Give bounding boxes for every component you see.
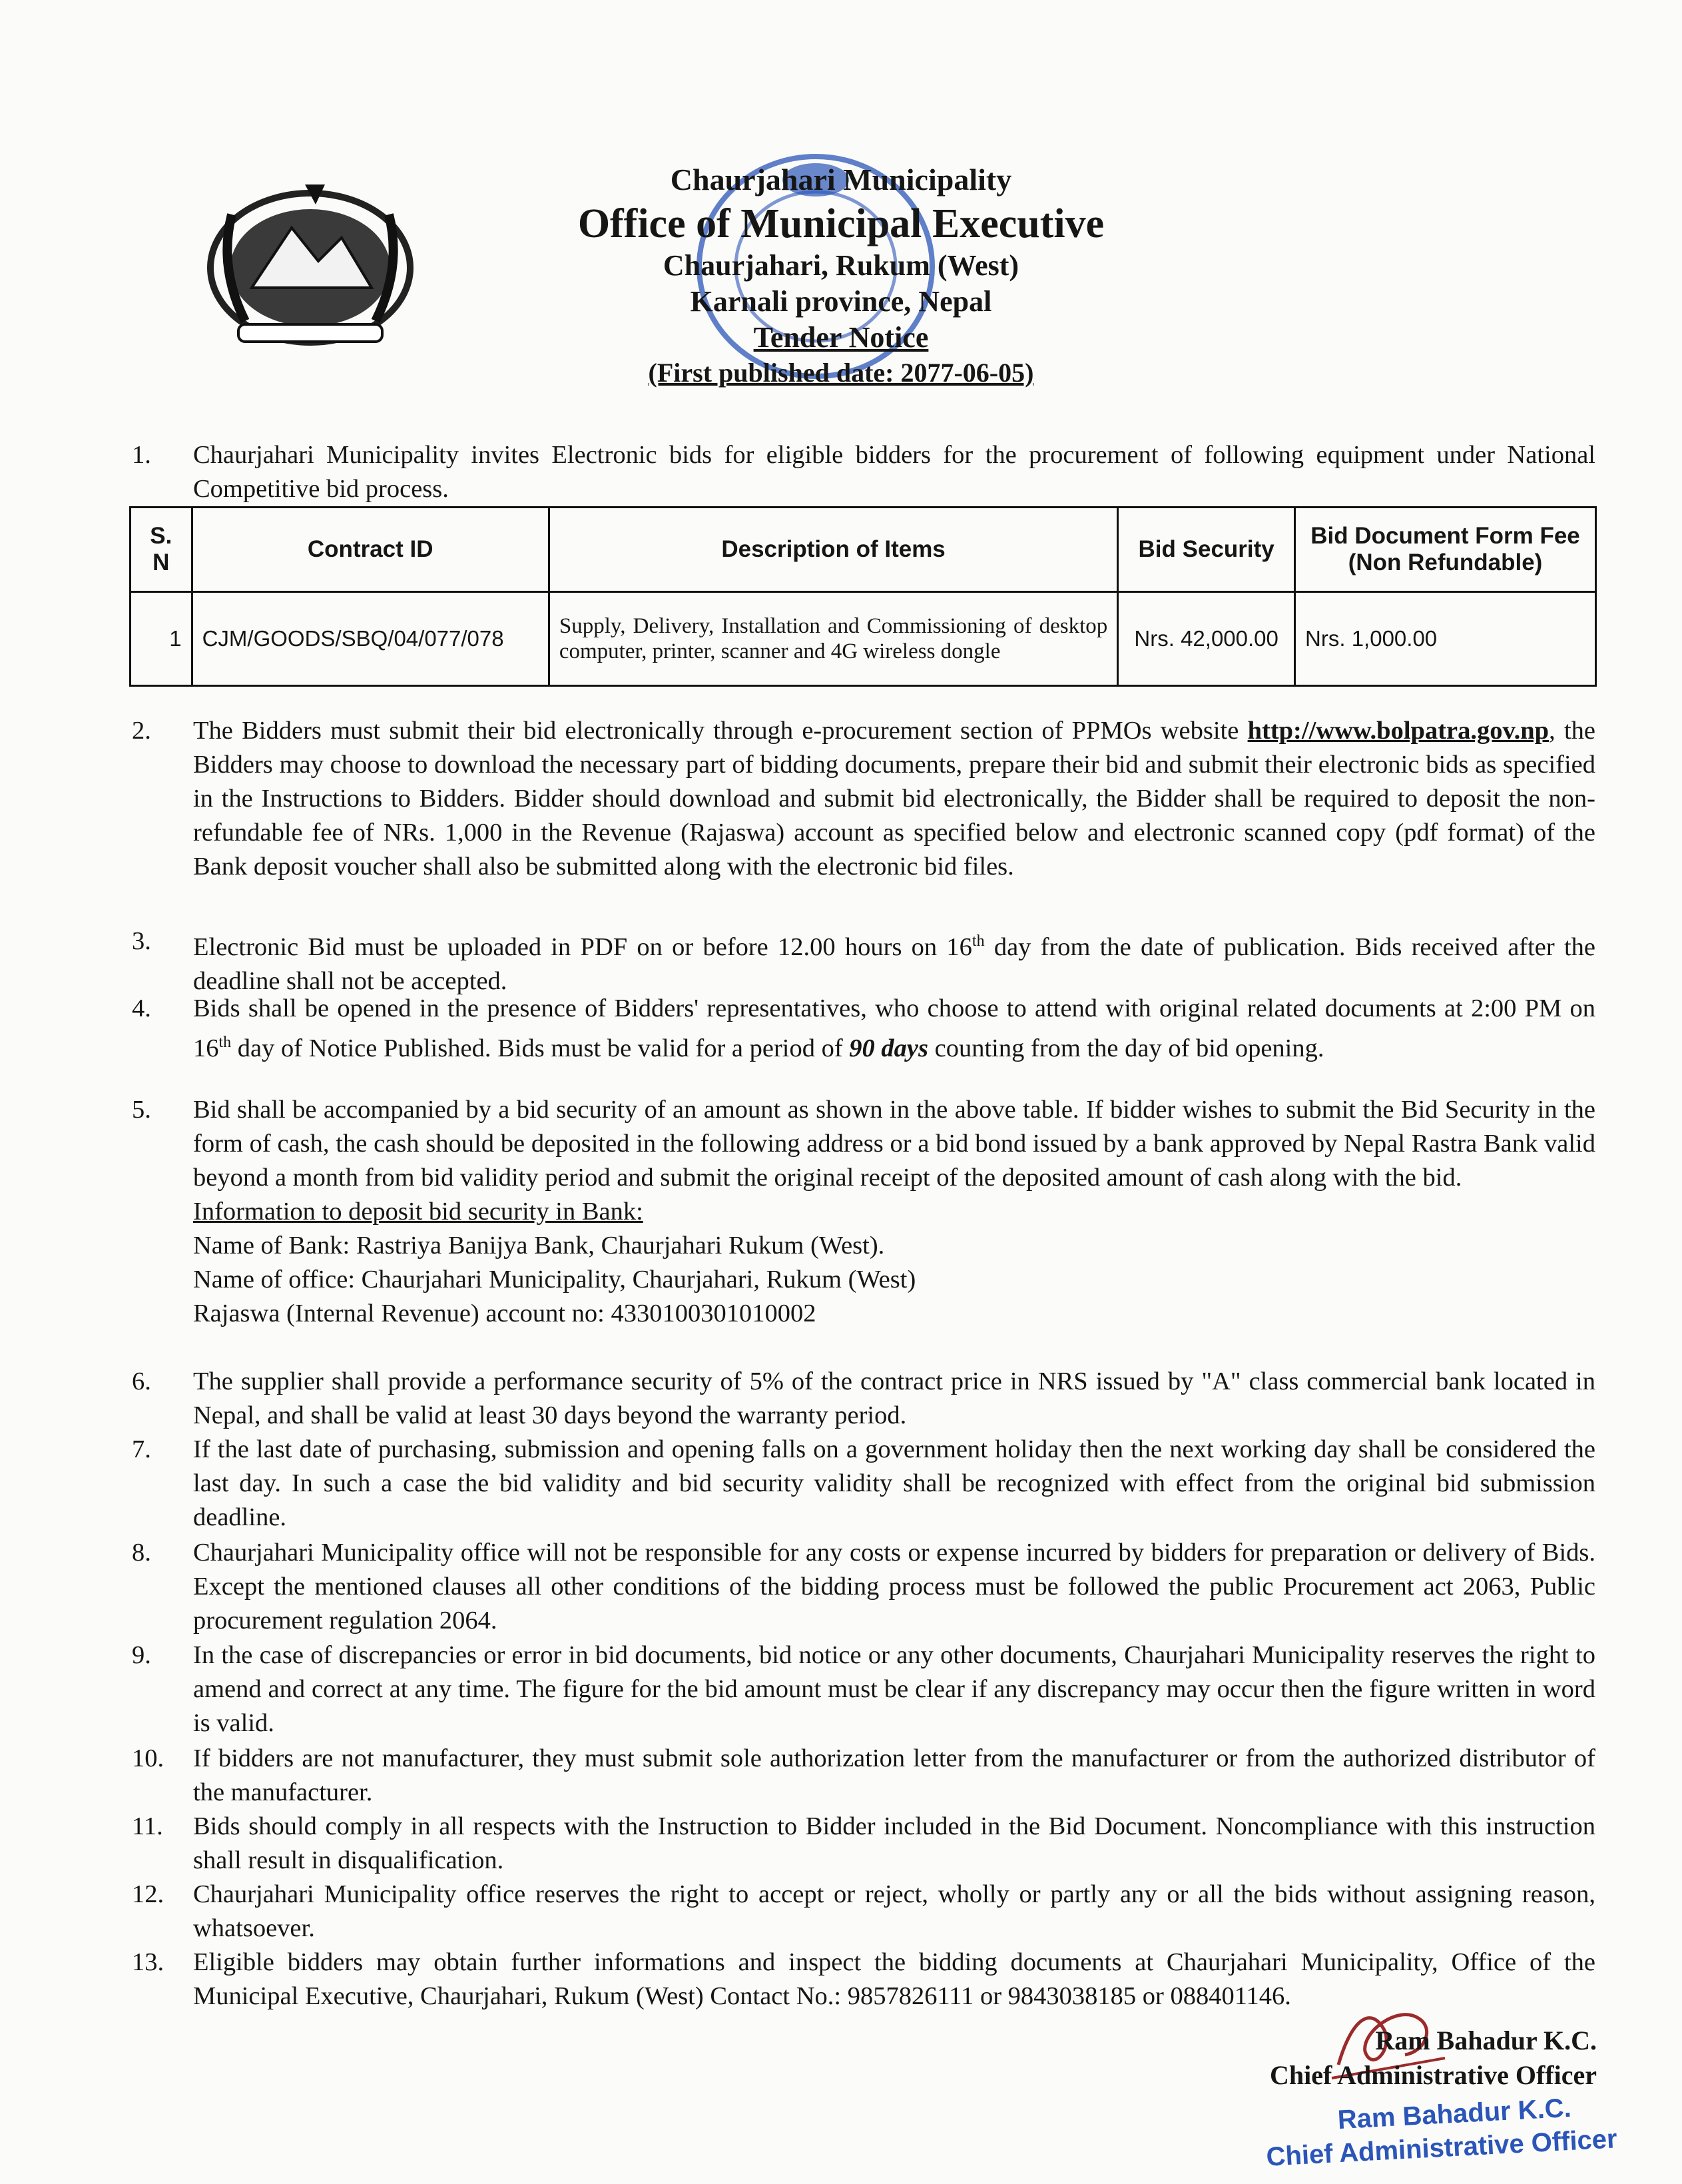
clause-number: 7. xyxy=(132,1435,151,1463)
clause-number: 8. xyxy=(132,1539,151,1567)
clause-text: Chaurjahari Municipality office reserves the right to accept or reject, wholly or partly any or all the bids without assigning reason, whatsoever. xyxy=(193,1880,1595,1942)
clause-text xyxy=(193,1093,1595,1331)
clause-text xyxy=(193,924,1595,998)
clause-text-part: Bid shall be accompanied by a bid security of an amount as shown in the above table. If bidder wishes to submit the Bid Security in the form of cash, the cash should be deposited in the following address or a bid bond issued by a bank approved by Nepal Rastra Bank valid beyond a month from bid validity period and submit the original receipt of the deposited amount of cash along with the bid. xyxy=(193,1096,1595,1192)
clause-number: 6. xyxy=(132,1367,151,1395)
signatory-name: Ram Bahadur K.C. xyxy=(1375,2025,1597,2055)
office-address: Chaurjahari, Rukum (West) xyxy=(663,249,1019,282)
blue-designation-stamp xyxy=(1264,2089,1618,2173)
header-description: Description of Items xyxy=(549,508,1117,592)
header-contract-id: Contract ID xyxy=(192,508,549,592)
bank-name: Name of Bank: Rastriya Banijya Bank, Chaurjahari Rukum (West). xyxy=(193,1232,885,1260)
account-number: Rajaswa (Internal Revenue) account no: 4330100301010002 xyxy=(193,1299,816,1327)
cell-description: Supply, Delivery, Installation and Commissioning of desktop computer, printer, scanner and 4G wireless dongle xyxy=(549,592,1117,686)
stamp-title: Chief Administrative Officer xyxy=(1265,2124,1618,2172)
clause-text: Chaurjahari Municipality office will not be responsible for any costs or expense incurred by bidders for preparation or delivery of Bids. Except the mentioned clauses all other conditions of the bidding process must be followed the public Procurement act 2063, Public procurement regulation 2064. xyxy=(193,1539,1595,1635)
clause-text: Eligible bidders may obtain further informations and inspect the bidding documents at Chaurjahari Municipality, Office of the Municipal Executive, Chaurjahari, Rukum (West) Contact No.: 9857826111 or 9843038185 or 088401146. xyxy=(193,1948,1595,2010)
cell-sn: 1 xyxy=(131,592,192,686)
bank-info-title: Information to deposit bid security in Bank: xyxy=(193,1198,643,1226)
cell-contract-id: CJM/GOODS/SBQ/04/077/078 xyxy=(192,592,549,686)
clause-number: 13. xyxy=(132,1948,164,1976)
superscript: th xyxy=(218,1034,232,1051)
notice-title: Tender Notice xyxy=(753,321,929,354)
clause-text-part: Bids shall be opened in the presence of Bidders' representatives, who choose to attend with original related documents at 2:00 PM on 16 xyxy=(193,994,1595,1062)
clause-text-part: counting from the day of bid opening. xyxy=(928,1034,1324,1062)
superscript: th xyxy=(972,932,985,950)
cell-bid-security: Nrs. 42,000.00 xyxy=(1118,592,1295,686)
table-row xyxy=(131,592,1596,686)
clause-text: In the case of discrepancies or error in bid documents, bid notice or any other documents, Chaurjahari Municipality reserves the right to amend and correct at any time. The figure for the bid amount must be clear if any discrepancy may occur then the figure written in word is valid. xyxy=(193,1641,1595,1737)
clause-number: 3. xyxy=(132,927,151,955)
table-header-row xyxy=(131,508,1596,592)
clause-number: 1. xyxy=(132,441,151,469)
clause-text: Bids should comply in all respects with the Instruction to Bidder included in the Bid Document. Noncompliance with this instruction shall result in disqualification. xyxy=(193,1812,1595,1874)
signatory-title: Chief Administrative Officer xyxy=(1270,2060,1597,2090)
clause-number: 2. xyxy=(132,717,151,745)
province: Karnali province, Nepal xyxy=(690,285,992,318)
clause-text: The supplier shall provide a performance security of 5% of the contract price in NRS issued by "A" class commercial bank located in Nepal, and shall be valid at least 30 days beyond the warranty period. xyxy=(193,1367,1595,1429)
clause-number: 5. xyxy=(132,1096,151,1124)
clause-text: If bidders are not manufacturer, they must submit sole authorization letter from the manufacturer or from the authorized distributor of the manufacturer. xyxy=(193,1744,1595,1806)
clause-text-part: The Bidders must submit their bid electronically through e-procurement section of PPMOs website xyxy=(193,717,1248,745)
clause-text-part: day from the date of publication. Bids received after the deadline shall not be accepted. xyxy=(193,932,1595,995)
municipality-name: Chaurjahari Municipality xyxy=(670,163,1012,196)
office-name: Office of Municipal Executive xyxy=(577,201,1105,246)
cell-fee: Nrs. 1,000.00 xyxy=(1295,592,1596,686)
clause-number: 11. xyxy=(132,1812,163,1840)
published-date: (First published date: 2077-06-05) xyxy=(648,358,1034,388)
bolpatra-link[interactable]: http://www.bolpatra.gov.np xyxy=(1247,717,1549,745)
clause-text-part: day of Notice Published. Bids must be valid for a period of xyxy=(231,1034,850,1062)
clause-number: 10. xyxy=(132,1744,164,1772)
clause-text-part: , the Bidders may choose to download the necessary part of bidding documents, prepare their bid and submit their electronic bids as specified in the Instructions to Bidders. Bidder should download and submit bid electronically, the Bidder shall be required to deposit the non-refundable fee of NRs. 1,000 in the Revenue (Rajaswa) account as specified below and electronic scanned copy (pdf format) of the Bank deposit voucher shall also be submitted along with the electronic bid files. xyxy=(193,717,1595,881)
tender-table xyxy=(129,506,1597,687)
clause-text xyxy=(193,992,1595,1066)
clause-text: Chaurjahari Municipality invites Electronic bids for eligible bidders for the procurement of following equipment under National Competitive bid process. xyxy=(193,441,1595,503)
validity-days: 90 days xyxy=(849,1034,928,1062)
letterhead xyxy=(0,160,1682,390)
header-bid-security: Bid Security xyxy=(1118,508,1295,592)
clause-number: 4. xyxy=(132,994,151,1022)
office-name-line: Name of office: Chaurjahari Municipality, Chaurjahari, Rukum (West) xyxy=(193,1266,916,1293)
clause-number: 9. xyxy=(132,1641,151,1669)
header-fee: Bid Document Form Fee (Non Refundable) xyxy=(1295,508,1596,592)
clause-text xyxy=(193,714,1595,884)
stamp-name: Ram Bahadur K.C. xyxy=(1336,2093,1572,2135)
clause-number: 12. xyxy=(132,1880,164,1908)
clause-text: If the last date of purchasing, submission and opening falls on a government holiday then the next working day shall be considered the last day. In such a case the bid validity and bid security validity shall be recognized with effect from the original bid submission deadline. xyxy=(193,1435,1595,1531)
header-sn: S. N xyxy=(131,508,192,592)
clause-text-part: Electronic Bid must be uploaded in PDF on or before 12.00 hours on 16 xyxy=(193,932,972,961)
